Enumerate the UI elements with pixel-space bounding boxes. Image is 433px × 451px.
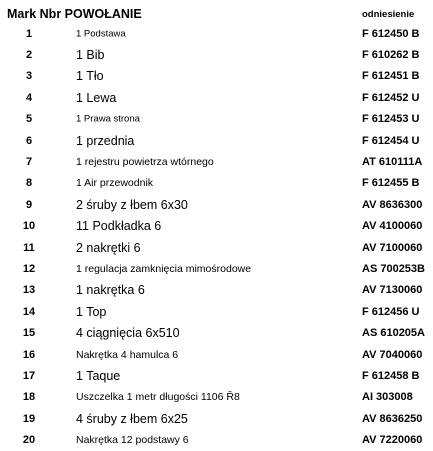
table-row: [0, 109, 433, 130]
row-reference: AT 610111A: [362, 156, 423, 169]
row-reference: AV 8636300: [362, 198, 423, 211]
row-reference: AS 610205A: [362, 327, 425, 340]
table-row: [0, 237, 433, 258]
row-number: 7: [25, 156, 33, 169]
table-row: [0, 151, 433, 172]
row-reference: F 612455 B: [362, 177, 420, 190]
table-row: [0, 258, 433, 279]
row-description: 4 śruby z łbem 6x25: [76, 411, 188, 426]
row-reference: AV 7040060: [362, 348, 423, 361]
row-reference: F 612453 U: [362, 113, 420, 126]
row-description: 1 Prawa strona: [76, 113, 140, 125]
row-description: 1 Air przewodnik: [76, 177, 154, 190]
row-number: 11: [23, 241, 35, 254]
row-number: 8: [25, 177, 33, 190]
row-description: 1 nakrętka 6: [76, 283, 145, 298]
row-description: 2 nakrętki 6: [76, 240, 141, 255]
row-description: 11 Podkładka 6: [76, 219, 162, 234]
row-description: 2 śruby z łbem 6x30: [76, 197, 188, 212]
table-row: [0, 173, 433, 194]
table-row: [0, 365, 433, 386]
table-row: [0, 344, 433, 365]
table-row: [0, 322, 433, 343]
table-row: [0, 87, 433, 108]
row-description: 1 Podstawa: [76, 28, 126, 40]
row-number: 19: [22, 412, 36, 425]
row-description: 1 przednia: [76, 133, 135, 148]
row-number: 17: [22, 369, 36, 382]
row-number: 5: [25, 113, 33, 126]
row-description: 1 Bib: [76, 48, 105, 63]
row-reference: AI 303008: [362, 391, 413, 404]
row-number: 12: [22, 262, 36, 275]
row-reference: F 612451 B: [362, 70, 420, 83]
table-row: [0, 429, 433, 450]
header-reference: odniesienie: [362, 9, 415, 20]
row-description: 1 Top: [76, 304, 107, 319]
row-description: 1 Taque: [76, 368, 121, 383]
row-number: 16: [22, 348, 36, 361]
row-reference: AV 7130060: [362, 284, 423, 297]
table-row: [0, 301, 433, 322]
row-reference: AS 700253B: [362, 262, 425, 275]
row-number: 20: [22, 434, 36, 447]
row-number: 13: [22, 284, 36, 297]
row-reference: F 612452 U: [362, 91, 420, 104]
row-description: 4 ciągnięcia 6x510: [76, 326, 180, 341]
table-row: [0, 44, 433, 65]
row-number: 15: [22, 327, 36, 340]
row-description: 1 rejestru powietrza wtórnego: [76, 156, 214, 169]
row-number: 3: [25, 70, 33, 83]
row-reference: F 612456 U: [362, 305, 420, 318]
row-description: 1 Tło: [76, 69, 104, 84]
row-reference: AV 4100060: [362, 220, 423, 233]
row-number: 2: [25, 49, 33, 62]
table-row: [0, 216, 433, 237]
table-row: [0, 130, 433, 151]
row-number: 6: [25, 134, 33, 147]
row-description: 1 regulacja zamknięcia mimośrodowe: [76, 262, 252, 275]
row-reference: F 612450 B: [362, 27, 420, 40]
table-row: [0, 387, 433, 408]
header-title: Mark Nbr POWOŁANIE: [7, 7, 142, 21]
row-description: Nakrętka 12 podstawy 6: [76, 434, 189, 447]
row-reference: AV 7100060: [362, 241, 423, 254]
table-row: [0, 23, 433, 44]
row-reference: F 612454 U: [362, 134, 420, 147]
row-number: 1: [25, 27, 33, 40]
row-reference: F 612458 B: [362, 369, 420, 382]
row-reference: F 610262 B: [362, 49, 420, 62]
parts-table: [0, 23, 433, 451]
table-row: [0, 66, 433, 87]
row-number: 10: [22, 220, 36, 233]
row-description: 1 Lewa: [76, 90, 117, 105]
row-reference: AV 7220060: [362, 434, 423, 447]
table-header: [0, 0, 433, 24]
row-number: 18: [22, 391, 36, 404]
row-number: 14: [22, 305, 36, 318]
row-description: Nakrętka 4 hamulca 6: [76, 348, 179, 361]
table-row: [0, 194, 433, 215]
row-number: 9: [25, 198, 33, 211]
row-number: 4: [25, 91, 33, 104]
table-row: [0, 280, 433, 301]
table-row: [0, 408, 433, 429]
row-reference: AV 8636250: [362, 412, 423, 425]
row-description: Uszczelka 1 metr długości 1106 Ř8: [76, 391, 240, 404]
